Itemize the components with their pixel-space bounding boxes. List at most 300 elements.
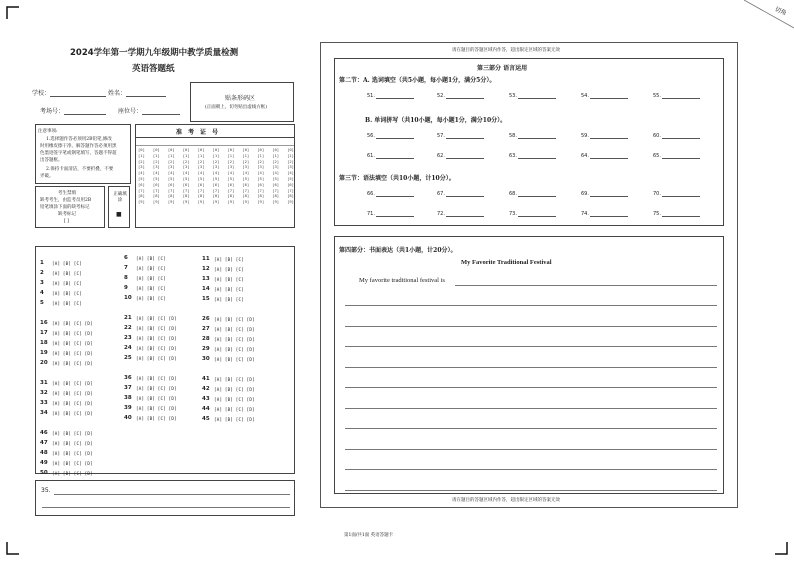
mc-question-row[interactable] xyxy=(124,404,177,412)
mc-question-row[interactable] xyxy=(124,394,177,402)
mc-question-row[interactable] xyxy=(124,284,166,292)
mc-question-row[interactable] xyxy=(124,374,177,382)
ticket-digit-bubble[interactable]: [9] xyxy=(167,199,175,205)
ticket-header: 准 考 证 号 xyxy=(176,129,219,136)
mc-question-row[interactable] xyxy=(40,259,82,267)
exam-room-field[interactable]: 考场号： xyxy=(40,106,106,115)
absent-line: 铅笔填涂下面的缺考标记 xyxy=(40,205,90,210)
mc-question-row[interactable] xyxy=(40,299,82,307)
essay-line[interactable] xyxy=(345,305,717,306)
question-number: 12 xyxy=(202,266,210,272)
mc-question-row[interactable] xyxy=(202,275,244,283)
ticket-digit-bubble[interactable]: [4] xyxy=(242,170,250,176)
answer-bubbles[interactable]: [A] [B] [C] [D] xyxy=(52,440,93,446)
answer-bubbles[interactable]: [A] [B] [C] [D] xyxy=(214,316,255,322)
answer-bubbles[interactable]: [A] [B] [C] xyxy=(52,280,82,286)
ticket-digit-bubble[interactable]: [7] xyxy=(182,187,190,193)
question-number: 17 xyxy=(40,330,48,336)
ticket-digit-bubble[interactable]: [3] xyxy=(242,164,250,170)
mc-question-row[interactable] xyxy=(40,289,82,297)
ticket-digit-bubble[interactable]: [9] xyxy=(227,199,235,205)
ticket-digit-bubble[interactable]: [2] xyxy=(138,158,145,164)
question-number: 27 xyxy=(202,326,210,332)
ticket-digit-bubble[interactable]: [1] xyxy=(242,152,250,158)
blank-number: 55. xyxy=(653,93,661,99)
ticket-digit-bubble[interactable]: [4] xyxy=(287,170,294,176)
ticket-digit-bubble[interactable]: [9] xyxy=(212,199,220,205)
ticket-digit-bubble[interactable]: [3] xyxy=(197,164,205,170)
answer-bubbles[interactable]: [A] [B] [C] xyxy=(52,270,82,276)
ticket-digit-bubble[interactable]: [0] xyxy=(242,147,250,152)
blank-number: 74. xyxy=(581,211,589,217)
question-number: 26 xyxy=(202,316,210,322)
answer-bubbles[interactable]: [A] [B] [C] [D] xyxy=(136,385,177,391)
answer-bubbles[interactable]: [A] [B] [C] [D] xyxy=(136,395,177,401)
question-number: 39 xyxy=(124,405,132,411)
ticket-digit-bubble[interactable]: [1] xyxy=(257,152,265,158)
answer-bubbles[interactable]: [A] [B] [C] [D] xyxy=(52,460,93,466)
ticket-digit-bubble[interactable]: [0] xyxy=(212,147,220,152)
ticket-digit-bubble[interactable]: [4] xyxy=(152,170,160,176)
notes-title: 注意事项: xyxy=(38,129,58,134)
ticket-digit-bubble[interactable]: [2] xyxy=(227,158,235,164)
ticket-digit-column xyxy=(287,147,294,227)
answer-bubbles[interactable]: [A] [B] [C] xyxy=(136,285,166,291)
mc-question-row[interactable] xyxy=(202,265,244,273)
ticket-digit-bubble[interactable]: [7] xyxy=(257,187,265,193)
ticket-digit-bubble[interactable]: [7] xyxy=(242,187,250,193)
mc-question-row[interactable] xyxy=(40,409,93,417)
ticket-digit-bubble[interactable]: [1] xyxy=(272,152,280,158)
part3-title: 第三部分 语言运用 xyxy=(477,65,528,72)
notes-line: 弄破。 xyxy=(40,174,54,179)
sample-title: 正确填涂 xyxy=(113,192,127,203)
ticket-digit-bubble[interactable]: [0] xyxy=(197,147,205,152)
answer-bubbles[interactable]: [A] [B] [C] [D] xyxy=(52,380,93,386)
blank-number: 69. xyxy=(581,191,589,197)
seat-field[interactable]: 座位号： xyxy=(118,106,180,115)
essay-line[interactable] xyxy=(345,346,717,347)
answer-bubbles[interactable]: [A] [B] [C] [D] xyxy=(214,346,255,352)
blank-number: 71. xyxy=(367,211,375,217)
answer-bubbles[interactable]: [A] [B] [C] xyxy=(136,295,166,301)
fill-blank[interactable] xyxy=(509,93,556,99)
mc-question-row[interactable] xyxy=(124,274,166,282)
fill-blank[interactable] xyxy=(581,153,628,159)
ticket-digit-bubble[interactable]: [3] xyxy=(272,164,280,170)
answer-bubbles[interactable]: [A] [B] [C] [D] xyxy=(52,400,93,406)
essay-line[interactable] xyxy=(345,469,717,470)
ticket-digit-bubble[interactable]: [8] xyxy=(227,193,235,199)
answer-bubbles[interactable]: [A] [B] [C] xyxy=(214,256,244,262)
page-footer: 第1面/共1面 英语答题卡 xyxy=(344,533,394,538)
ticket-digit-bubble[interactable]: [4] xyxy=(257,170,265,176)
absent-line: 缺考标记 xyxy=(58,212,76,217)
absent-line: 考生禁填 xyxy=(58,191,76,196)
blank-number: 70. xyxy=(653,191,661,197)
ticket-digit-bubble[interactable]: [8] xyxy=(272,193,280,199)
ticket-digit-column xyxy=(138,147,145,227)
answer-bubbles[interactable]: [A] [B] [C] [D] xyxy=(214,386,255,392)
fill-blank[interactable] xyxy=(653,153,700,159)
blank-number: 58. xyxy=(509,133,517,139)
blank-number: 65. xyxy=(653,153,661,159)
ticket-digit-bubble[interactable]: [1] xyxy=(287,152,294,158)
mc-question-row[interactable] xyxy=(202,335,255,343)
answer-bubbles[interactable]: [A] [B] [C] [D] xyxy=(136,415,177,421)
mc-question-row[interactable] xyxy=(40,279,82,287)
ticket-digit-bubble[interactable]: [3] xyxy=(182,164,190,170)
answer-bubbles[interactable]: [A] [B] [C] [D] xyxy=(52,390,93,396)
ticket-digit-bubble[interactable]: [8] xyxy=(197,193,205,199)
ticket-digit-bubble[interactable]: [5] xyxy=(272,175,280,181)
fill-blank[interactable] xyxy=(581,93,628,99)
ticket-digit-bubble[interactable]: [6] xyxy=(287,181,294,187)
mc-question-row[interactable] xyxy=(202,415,255,423)
ticket-digit-bubble[interactable]: [0] xyxy=(287,147,294,152)
fill-blank[interactable] xyxy=(581,133,628,139)
fill-blank[interactable] xyxy=(367,191,414,197)
mc-question-row[interactable] xyxy=(202,385,255,393)
mc-question-row[interactable] xyxy=(202,325,255,333)
fill-blank[interactable] xyxy=(653,93,700,99)
fill-blank[interactable] xyxy=(653,211,700,217)
mc-question-row[interactable] xyxy=(124,324,177,332)
ticket-digit-bubble[interactable]: [4] xyxy=(197,170,205,176)
ticket-digit-column xyxy=(153,147,160,227)
fill-blank[interactable] xyxy=(437,133,484,139)
mc-question-row[interactable] xyxy=(202,295,244,303)
answer-bubbles[interactable]: [A] [B] [C] [D] xyxy=(214,356,255,362)
ticket-digit-bubble[interactable]: [3] xyxy=(138,164,145,170)
ticket-digit-bubble[interactable]: [4] xyxy=(167,170,175,176)
answer-bubbles[interactable]: [A] [B] [C] [D] xyxy=(214,416,255,422)
ticket-digit-bubble[interactable]: [8] xyxy=(167,193,175,199)
mc-question-row[interactable] xyxy=(202,315,255,323)
mc-question-row[interactable] xyxy=(40,379,93,387)
ticket-digit-bubble[interactable]: [0] xyxy=(227,147,235,152)
ticket-digit-bubble[interactable]: [2] xyxy=(257,158,265,164)
mc-question-row[interactable] xyxy=(124,354,177,362)
blank-number: 64. xyxy=(581,153,589,159)
fill-blank[interactable] xyxy=(581,191,628,197)
ticket-digit-bubble[interactable]: [6] xyxy=(257,181,265,187)
q35-label: 35. xyxy=(41,487,51,494)
ticket-digit-bubble[interactable]: [3] xyxy=(257,164,265,170)
answer-bubbles[interactable]: [A] [B] [C] [D] xyxy=(52,350,93,356)
answer-bubbles[interactable]: [A] [B] [C] xyxy=(214,296,244,302)
mc-question-row[interactable] xyxy=(40,469,93,477)
part4-box xyxy=(334,236,724,494)
question-number: 14 xyxy=(202,286,210,292)
ticket-digit-bubble[interactable]: [9] xyxy=(197,199,205,205)
mc-question-row[interactable] xyxy=(202,255,244,263)
answer-bubbles[interactable]: [A] [B] [C] xyxy=(214,286,244,292)
answer-bubbles[interactable]: [A] [B] [C] [D] xyxy=(52,450,93,456)
essay-line[interactable] xyxy=(345,490,717,491)
ticket-digit-bubble[interactable]: [5] xyxy=(182,175,190,181)
question-number: 1 xyxy=(40,260,44,266)
answer-bubbles[interactable]: [A] [B] [C] [D] xyxy=(136,325,177,331)
ticket-digit-bubble[interactable]: [0] xyxy=(152,147,160,152)
ticket-digit-bubble[interactable]: [2] xyxy=(272,158,280,164)
ticket-digit-bubble[interactable]: [8] xyxy=(257,193,265,199)
ticket-digit-bubble[interactable]: [7] xyxy=(227,187,235,193)
essay-line[interactable] xyxy=(345,449,717,450)
answer-bubbles[interactable]: [A] [B] [C] [D] xyxy=(136,335,177,341)
mc-question-row[interactable] xyxy=(40,329,93,337)
ticket-digit-bubble[interactable]: [6] xyxy=(182,181,190,187)
ticket-digit-bubble[interactable]: [6] xyxy=(167,181,175,187)
mc-question-row[interactable] xyxy=(202,405,255,413)
ticket-digit-column xyxy=(257,147,264,227)
fill-blank[interactable] xyxy=(437,211,484,217)
mc-question-row[interactable] xyxy=(40,449,93,457)
ticket-digit-bubble[interactable]: [1] xyxy=(167,152,175,158)
ticket-digit-column xyxy=(213,147,220,227)
ticket-digit-bubble[interactable]: [6] xyxy=(242,181,250,187)
notes-line: 出答题框。 xyxy=(40,158,63,163)
ticket-digit-bubble[interactable]: [4] xyxy=(212,170,220,176)
ticket-digit-bubble[interactable]: [2] xyxy=(167,158,175,164)
answer-bubbles[interactable]: [A] [B] [C] [D] xyxy=(214,326,255,332)
essay-line[interactable] xyxy=(345,408,717,409)
ticket-digit-bubble[interactable]: [2] xyxy=(287,158,294,164)
mc-question-row[interactable] xyxy=(40,459,93,467)
fill-blank[interactable] xyxy=(653,133,700,139)
answer-bubbles[interactable]: [A] [B] [C] xyxy=(52,300,82,306)
mc-question-row[interactable] xyxy=(202,375,255,383)
absent-checkbox[interactable]: [ ] xyxy=(64,219,69,224)
answer-bubbles[interactable]: [A] [B] [C] [D] xyxy=(52,470,93,476)
answer-bubbles[interactable]: [A] [B] [C] [D] xyxy=(52,320,93,326)
fill-blank[interactable] xyxy=(581,211,628,217)
question-number: 31 xyxy=(40,380,48,386)
school-field[interactable]: 学校： xyxy=(32,88,106,97)
answer-bubbles[interactable]: [A] [B] [C] [D] xyxy=(52,410,93,416)
ticket-digit-bubble[interactable]: [6] xyxy=(227,181,235,187)
ticket-digit-bubble[interactable]: [4] xyxy=(138,170,145,176)
corner-mark-tl xyxy=(6,6,20,20)
ticket-digit-bubble[interactable]: [8] xyxy=(138,193,145,199)
question-number: 19 xyxy=(40,350,48,356)
fill-blank[interactable] xyxy=(367,153,414,159)
blank-number: 59. xyxy=(581,133,589,139)
mc-question-row[interactable] xyxy=(124,314,177,322)
mc-question-row[interactable] xyxy=(124,294,166,302)
answer-bubbles[interactable]: [A] [B] [C] xyxy=(136,255,166,261)
mc-question-row[interactable] xyxy=(40,389,93,397)
mc-question-row[interactable] xyxy=(124,334,177,342)
answer-bubbles[interactable]: [A] [B] [C] [D] xyxy=(52,360,93,366)
ticket-digit-bubble[interactable]: [3] xyxy=(287,164,294,170)
ticket-digit-bubble[interactable]: [7] xyxy=(287,187,294,193)
question-number: 29 xyxy=(202,346,210,352)
answer-bubbles[interactable]: [A] [B] [C] [D] xyxy=(52,430,93,436)
fill-blank[interactable] xyxy=(437,153,484,159)
notes-line: 2.保持卡面清洁，不要折叠，不要 xyxy=(46,167,114,172)
ticket-digit-bubble[interactable]: [9] xyxy=(287,199,294,205)
blank-number: 57. xyxy=(437,133,445,139)
ticket-digit-bubble[interactable]: [5] xyxy=(152,175,160,181)
mc-question-row[interactable] xyxy=(124,384,177,392)
ticket-digit-bubble[interactable]: [0] xyxy=(138,147,145,152)
answer-bubbles[interactable]: [A] [B] [C] xyxy=(136,275,166,281)
ticket-digit-bubble[interactable]: [1] xyxy=(227,152,235,158)
name-field[interactable]: 姓名： xyxy=(108,88,166,97)
ticket-digit-bubble[interactable]: [9] xyxy=(272,199,280,205)
mc-question-row[interactable] xyxy=(40,349,93,357)
ticket-digit-bubble[interactable]: [8] xyxy=(182,193,190,199)
question-number: 8 xyxy=(124,275,128,281)
ticket-digit-bubble[interactable]: [8] xyxy=(287,193,294,199)
answer-bubbles[interactable]: [A] [B] [C] xyxy=(52,260,82,266)
ticket-digit-bubble[interactable]: [3] xyxy=(167,164,175,170)
ticket-digit-bubble[interactable]: [6] xyxy=(212,181,220,187)
essay-writing-lines[interactable] xyxy=(335,237,725,495)
ticket-digit-bubble[interactable]: [7] xyxy=(167,187,175,193)
mc-question-row[interactable] xyxy=(202,395,255,403)
ticket-number-grid xyxy=(135,124,295,228)
ticket-digit-bubble[interactable]: [7] xyxy=(272,187,280,193)
mc-question-row[interactable] xyxy=(40,439,93,447)
mc-question-row[interactable] xyxy=(124,254,166,262)
ticket-digit-bubble[interactable]: [0] xyxy=(257,147,265,152)
ticket-digit-bubble[interactable]: [1] xyxy=(182,152,190,158)
ticket-digit-bubble[interactable]: [0] xyxy=(167,147,175,152)
ticket-digit-bubble[interactable]: [6] xyxy=(138,181,145,187)
mc-question-row[interactable] xyxy=(40,319,93,327)
ticket-digit-bubble[interactable]: [0] xyxy=(272,147,280,152)
ticket-digit-bubble[interactable]: [7] xyxy=(212,187,220,193)
ticket-digit-bubble[interactable]: [6] xyxy=(272,181,280,187)
fill-blank[interactable] xyxy=(509,211,556,217)
ticket-digit-bubble[interactable]: [5] xyxy=(167,175,175,181)
mc-question-row[interactable] xyxy=(202,355,255,363)
ticket-digit-bubble[interactable]: [2] xyxy=(242,158,250,164)
ticket-digit-bubble[interactable]: [7] xyxy=(197,187,205,193)
ticket-digit-bubble[interactable]: [4] xyxy=(272,170,280,176)
ticket-digit-bubble[interactable]: [3] xyxy=(212,164,220,170)
ticket-digit-bubble[interactable]: [9] xyxy=(242,199,250,205)
ticket-digit-column xyxy=(272,147,279,227)
fill-blank[interactable] xyxy=(437,191,484,197)
ticket-digit-bubble[interactable]: [1] xyxy=(138,152,145,158)
mc-question-row[interactable] xyxy=(40,399,93,407)
ticket-digit-bubble[interactable]: [1] xyxy=(197,152,205,158)
question-number: 50 xyxy=(40,470,48,476)
answer-bubbles[interactable]: [A] [B] [C] [D] xyxy=(136,315,177,321)
ticket-digit-bubble[interactable]: [2] xyxy=(182,158,190,164)
ticket-digit-bubble[interactable]: [9] xyxy=(182,199,190,205)
answer-bubbles[interactable]: [A] [B] [C] [D] xyxy=(136,355,177,361)
mc-question-row[interactable] xyxy=(40,269,82,277)
ticket-digit-bubble[interactable]: [5] xyxy=(197,175,205,181)
answer-bubbles[interactable]: [A] [B] [C] xyxy=(52,290,82,296)
fill-blank[interactable] xyxy=(367,133,414,139)
ticket-digit-bubble[interactable]: [6] xyxy=(197,181,205,187)
ticket-digit-bubble[interactable]: [2] xyxy=(152,158,160,164)
blank-number: 75. xyxy=(653,211,661,217)
answer-bubbles[interactable]: [A] [B] [C] xyxy=(214,266,244,272)
fill-blank[interactable] xyxy=(509,133,556,139)
mc-question-row[interactable] xyxy=(40,359,93,367)
mc-question-row[interactable] xyxy=(40,429,93,437)
notes-line: 色墨迹签字笔或钢笔填写，答题不得超 xyxy=(40,151,117,156)
mc-question-row[interactable] xyxy=(40,339,93,347)
fill-blank[interactable] xyxy=(509,191,556,197)
ticket-digit-bubble[interactable]: [1] xyxy=(152,152,160,158)
ticket-digit-bubble[interactable]: [5] xyxy=(287,175,294,181)
ticket-digit-bubble[interactable]: [7] xyxy=(138,187,145,193)
ticket-digit-bubble[interactable]: [4] xyxy=(182,170,190,176)
ticket-digit-bubble[interactable]: [8] xyxy=(212,193,220,199)
ticket-digit-bubble[interactable]: [9] xyxy=(257,199,265,205)
ticket-digit-bubble[interactable]: [4] xyxy=(227,170,235,176)
ticket-digit-bubble[interactable]: [7] xyxy=(152,187,160,193)
ticket-digit-bubble[interactable]: [5] xyxy=(138,175,145,181)
ticket-digit-bubble[interactable]: [3] xyxy=(152,164,160,170)
question-number: 16 xyxy=(40,320,48,326)
mc-question-row[interactable] xyxy=(124,264,166,272)
essay-line[interactable] xyxy=(345,326,717,327)
answer-bubbles[interactable]: [A] [B] [C] [D] xyxy=(136,345,177,351)
mc-question-row[interactable] xyxy=(124,414,177,422)
corner-mark-br xyxy=(774,541,788,555)
ticket-digit-bubble[interactable]: [8] xyxy=(152,193,160,199)
cut-corner-line xyxy=(744,0,794,30)
answer-bubbles[interactable]: [A] [B] [C] xyxy=(136,265,166,271)
fill-blank[interactable] xyxy=(437,93,484,99)
ticket-digit-bubble[interactable]: [2] xyxy=(212,158,220,164)
ticket-digit-bubble[interactable]: [9] xyxy=(152,199,160,205)
answer-bubbles[interactable]: [A] [B] [C] [D] xyxy=(214,376,255,382)
ticket-digit-bubble[interactable]: [1] xyxy=(212,152,220,158)
ticket-digit-bubble[interactable]: [0] xyxy=(182,147,190,152)
fill-blank[interactable] xyxy=(367,211,414,217)
mc-question-row[interactable] xyxy=(202,345,255,353)
mc-question-row[interactable] xyxy=(124,344,177,352)
answer-bubbles[interactable]: [A] [B] [C] xyxy=(214,276,244,282)
ticket-digit-bubble[interactable]: [2] xyxy=(197,158,205,164)
ticket-digit-bubble[interactable]: [9] xyxy=(138,199,145,205)
essay-line[interactable] xyxy=(345,428,717,429)
ticket-digit-bubble[interactable]: [6] xyxy=(152,181,160,187)
ticket-digit-bubble[interactable]: [5] xyxy=(257,175,265,181)
ticket-digit-bubble[interactable]: [5] xyxy=(227,175,235,181)
answer-bubbles[interactable]: [A] [B] [C] [D] xyxy=(52,340,93,346)
essay-line[interactable] xyxy=(345,387,717,388)
answer-bubbles[interactable]: [A] [B] [C] [D] xyxy=(214,336,255,342)
mc-question-row[interactable] xyxy=(202,285,244,293)
ticket-digit-bubble[interactable]: [5] xyxy=(242,175,250,181)
cut-corner-label: 切角 xyxy=(773,5,788,18)
ticket-digit-bubble[interactable]: [8] xyxy=(242,193,250,199)
answer-bubbles[interactable]: [A] [B] [C] [D] xyxy=(214,406,255,412)
answer-bubbles[interactable]: [A] [B] [C] [D] xyxy=(52,330,93,336)
ticket-digit-bubble[interactable]: [3] xyxy=(227,164,235,170)
fill-blank[interactable] xyxy=(509,153,556,159)
answer-bubbles[interactable]: [A] [B] [C] [D] xyxy=(214,396,255,402)
ticket-digit-bubble[interactable]: [5] xyxy=(212,175,220,181)
fill-blank[interactable] xyxy=(653,191,700,197)
fill-blank[interactable] xyxy=(367,93,414,99)
answer-bubbles[interactable]: [A] [B] [C] [D] xyxy=(136,405,177,411)
question-number: 42 xyxy=(202,386,210,392)
answer-bubbles[interactable]: [A] [B] [C] [D] xyxy=(136,375,177,381)
essay-line[interactable] xyxy=(345,367,717,368)
question-number: 32 xyxy=(40,390,48,396)
